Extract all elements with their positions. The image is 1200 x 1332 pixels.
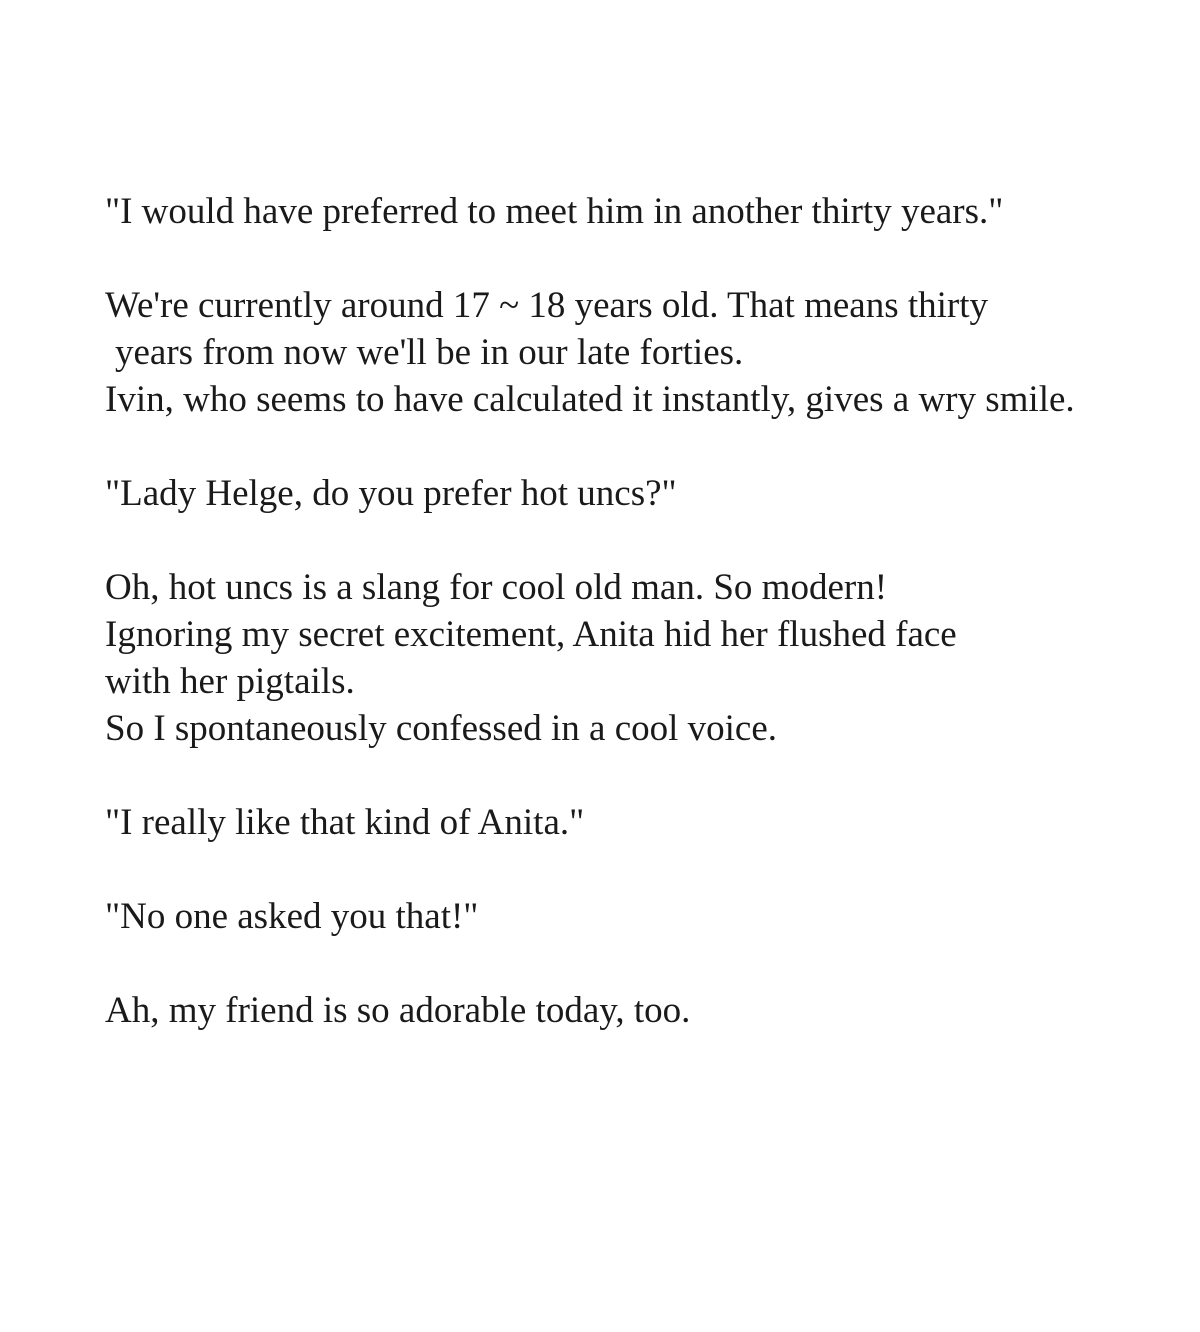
text-line: "I would have preferred to meet him in another thirty years." [105,191,1004,232]
paragraph-gap [105,423,1165,470]
text-line: years from now we'll be in our late forties. [115,332,744,373]
text-line: with her pigtails. [105,661,355,702]
text-line: Ivin, who seems to have calculated it instantly, gives a wry smile. [105,379,1075,420]
paragraph-gap [105,846,1165,893]
text-line: "I really like that kind of Anita." [105,802,585,843]
text-line: "Lady Helge, do you prefer hot uncs?" [105,473,677,514]
text-line: "No one asked you that!" [105,896,479,937]
paragraph-gap [105,517,1165,564]
text-line: We're currently around 17 ~ 18 years old. That means thirty [105,285,989,326]
text-line: Ignoring my secret excitement, Anita hid her flushed face [105,614,957,655]
paragraph-gap [105,940,1165,987]
paragraph-gap [105,752,1165,799]
text-line: So I spontaneously confessed in a cool voice. [105,708,778,749]
text-line: Oh, hot uncs is a slang for cool old man. So modern! [105,567,888,608]
paragraph-gap [105,235,1165,282]
text-line: Ah, my friend is so adorable today, too. [105,990,691,1031]
story-text [105,188,1165,1034]
